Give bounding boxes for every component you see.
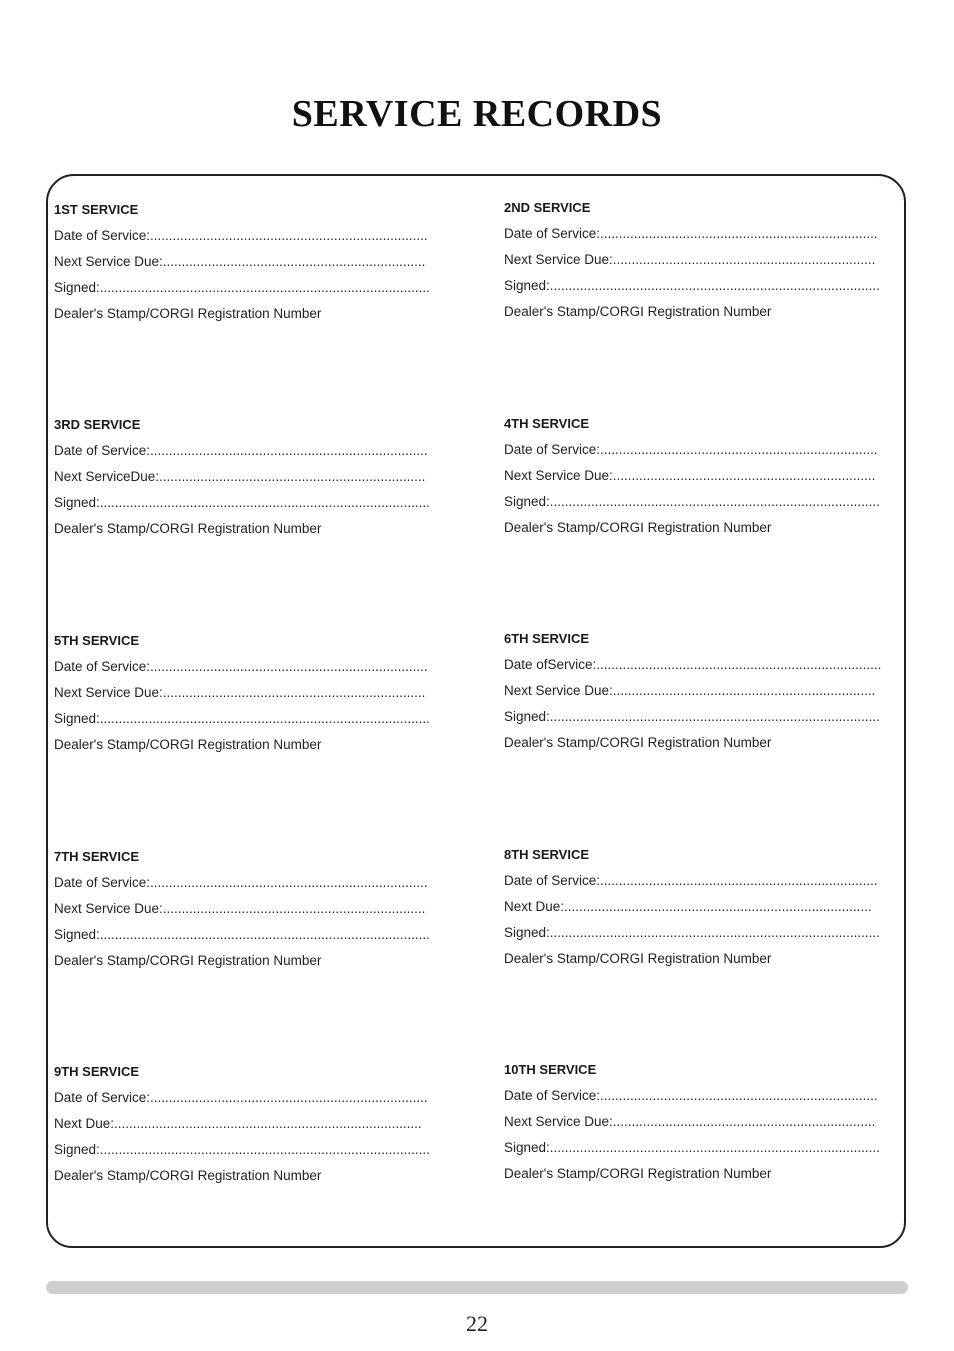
service-record-2	[504, 199, 900, 329]
record-heading: 7TH SERVICE	[54, 849, 140, 864]
signed-field[interactable]: Signed:........................................................................................	[504, 1140, 880, 1155]
signed-field[interactable]: Signed:........................................................................................	[54, 1142, 430, 1157]
record-heading: 1ST SERVICE	[54, 202, 139, 217]
next-service-due-field[interactable]: Next Service Due:......................................................................	[504, 252, 876, 267]
record-heading: 6TH SERVICE	[504, 631, 590, 646]
footer-divider-bar	[46, 1281, 908, 1294]
service-record-8	[504, 846, 900, 976]
signed-field[interactable]: Signed:........................................................................................	[54, 495, 430, 510]
record-heading: 5TH SERVICE	[54, 633, 140, 648]
next-service-due-field[interactable]: Next Due:..................................................................................	[54, 1116, 422, 1131]
date-of-service-field[interactable]: Date of Service:..........................................................................	[54, 875, 428, 890]
date-of-service-field[interactable]: Date of Service:..........................................................................	[504, 442, 878, 457]
record-heading: 4TH SERVICE	[504, 416, 590, 431]
date-of-service-field[interactable]: Date of Service:..........................................................................	[504, 226, 878, 241]
next-service-due-field[interactable]: Next ServiceDue:.......................................................................	[54, 469, 426, 484]
record-heading: 8TH SERVICE	[504, 847, 590, 862]
date-of-service-field[interactable]: Date of Service:..........................................................................	[54, 228, 428, 243]
dealer-stamp-label: Dealer's Stamp/CORGI Registration Number	[504, 951, 772, 966]
next-service-due-field[interactable]: Next Service Due:......................................................................	[504, 1114, 876, 1129]
signed-field[interactable]: Signed:........................................................................................	[504, 709, 880, 724]
signed-field[interactable]: Signed:........................................................................................	[504, 278, 880, 293]
service-record-1	[54, 201, 450, 331]
dealer-stamp-label: Dealer's Stamp/CORGI Registration Number	[54, 953, 322, 968]
record-heading: 3RD SERVICE	[54, 417, 141, 432]
next-service-due-field[interactable]: Next Service Due:......................................................................	[504, 468, 876, 483]
record-heading: 10TH SERVICE	[504, 1062, 597, 1077]
signed-field[interactable]: Signed:........................................................................................	[54, 927, 430, 942]
service-record-10	[504, 1061, 900, 1191]
date-of-service-field[interactable]: Date of Service:..........................................................................	[504, 1088, 878, 1103]
dealer-stamp-label: Dealer's Stamp/CORGI Registration Number	[504, 520, 772, 535]
service-record-6	[504, 630, 900, 760]
dealer-stamp-label: Dealer's Stamp/CORGI Registration Number	[54, 521, 322, 536]
page-number: 22	[466, 1311, 488, 1336]
next-service-due-field[interactable]: Next Service Due:......................................................................	[54, 901, 426, 916]
signed-field[interactable]: Signed:........................................................................................	[504, 925, 880, 940]
service-record-3	[54, 416, 450, 546]
dealer-stamp-label: Dealer's Stamp/CORGI Registration Number	[504, 735, 772, 750]
dealer-stamp-label: Dealer's Stamp/CORGI Registration Number	[54, 1168, 322, 1183]
page-title: SERVICE RECORDS	[291, 93, 663, 135]
date-of-service-field[interactable]: Date of Service:..........................................................................	[54, 443, 428, 458]
service-record-7	[54, 848, 450, 978]
date-of-service-field[interactable]: Date of Service:..........................................................................	[54, 1090, 428, 1105]
next-service-due-field[interactable]: Next Due:..................................................................................	[504, 899, 872, 914]
date-of-service-field[interactable]: Date ofService:............................................................................	[504, 657, 882, 672]
record-heading: 9TH SERVICE	[54, 1064, 140, 1079]
date-of-service-field[interactable]: Date of Service:..........................................................................	[54, 659, 428, 674]
dealer-stamp-label: Dealer's Stamp/CORGI Registration Number	[504, 304, 772, 319]
next-service-due-field[interactable]: Next Service Due:......................................................................	[54, 254, 426, 269]
service-record-5	[54, 632, 450, 762]
signed-field[interactable]: Signed:........................................................................................	[54, 711, 430, 726]
signed-field[interactable]: Signed:........................................................................................	[504, 494, 880, 509]
service-record-9	[54, 1063, 450, 1193]
next-service-due-field[interactable]: Next Service Due:......................................................................	[504, 683, 876, 698]
dealer-stamp-label: Dealer's Stamp/CORGI Registration Number	[54, 737, 322, 752]
signed-field[interactable]: Signed:........................................................................................	[54, 280, 430, 295]
record-heading: 2ND SERVICE	[504, 200, 591, 215]
next-service-due-field[interactable]: Next Service Due:......................................................................	[54, 685, 426, 700]
date-of-service-field[interactable]: Date of Service:..........................................................................	[504, 873, 878, 888]
dealer-stamp-label: Dealer's Stamp/CORGI Registration Number	[504, 1166, 772, 1181]
service-record-4	[504, 415, 900, 545]
dealer-stamp-label: Dealer's Stamp/CORGI Registration Number	[54, 306, 322, 321]
